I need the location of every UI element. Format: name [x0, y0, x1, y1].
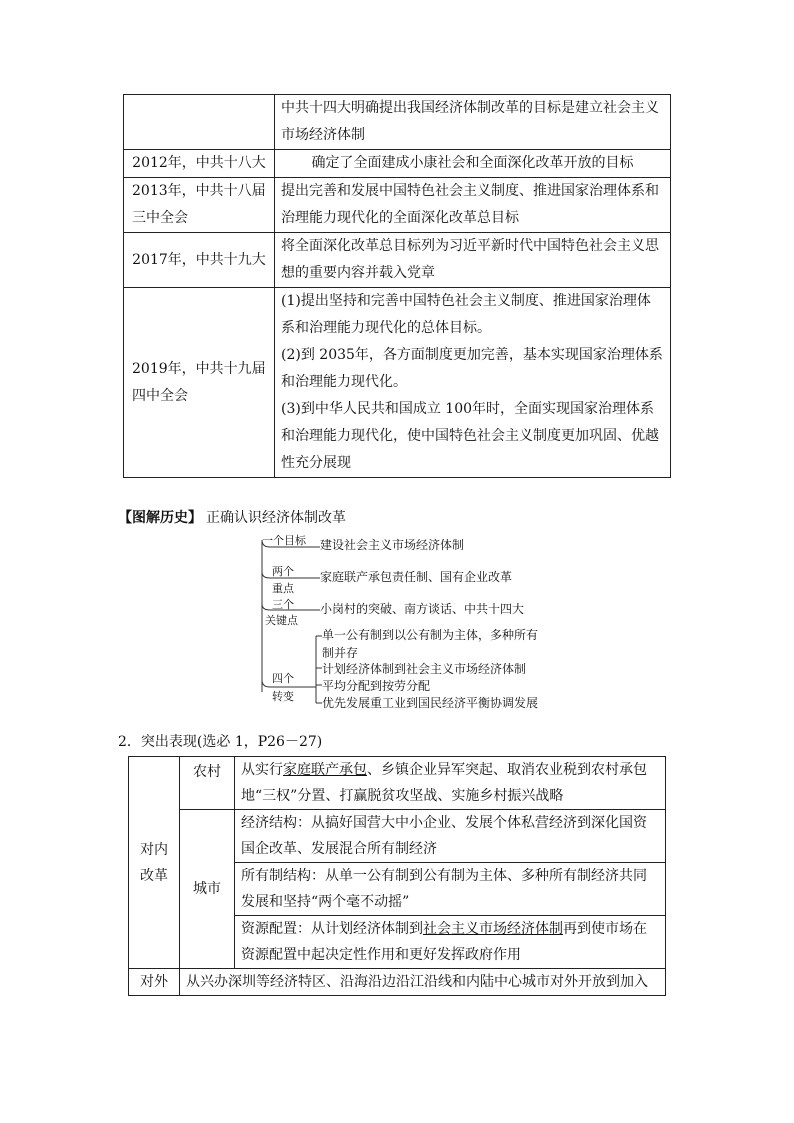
table-row: [129, 757, 666, 810]
subheading: 2．突出表现(选必 1，P26－27): [118, 734, 323, 750]
resource-allocation-cell: [235, 916, 666, 969]
diagram-text-goal: 建设社会主义市场经济体制: [320, 538, 465, 552]
diagram-label-goal: 一个目标: [262, 534, 306, 547]
diagram-text-key: 小岗村的突破、南方谈话、中共十四大: [320, 602, 525, 616]
table-row: [129, 810, 666, 863]
domestic-reform-cell: [129, 757, 180, 969]
section-title: 正确认识经济体制改革: [206, 510, 346, 526]
performance-table: [128, 756, 666, 996]
domestic-label: 对内: [140, 841, 168, 858]
rural-content-cell: [235, 757, 666, 810]
diagram-text-focus: 家庭联产承包责任制、国有企业改革: [320, 570, 513, 584]
timeline-year-cell: 2017年，中共十九大: [124, 233, 275, 288]
diagram-label-shift: 转变: [272, 690, 294, 703]
econ-structure-cell: 经济结构：从搞好国营大中小企业、发展个体私营经济到深化国资国企改革、发展混合所有制经济: [235, 810, 666, 863]
ownership-structure-cell: 所有制结构：从单一公有制到公有制为主体、多种所有制经济共同发展和坚持“两个毫不动摇”: [235, 863, 666, 916]
timeline-event-cell: 将全面深化改革总目标列为习近平新时代中国特色社会主义思想的重要内容并载入党章: [275, 233, 671, 288]
rural-text: 从实行: [241, 762, 283, 778]
resource-underline-text: 社会主义市场经济体制: [423, 921, 563, 937]
timeline-item: (1)提出坚持和完善中国特色社会主义制度、推进国家治理体系和治理能力现代化的总体目标。: [281, 293, 651, 336]
urban-label-cell: 城市: [180, 810, 235, 969]
diagram-label-focus: 重点: [272, 582, 294, 595]
timeline-item: (3)到中华人民共和国成立 100年时，全面实现国家治理体系和治理能力现代化，使中国特色社会主义制度更加巩固、优越性充分展现: [281, 401, 659, 471]
diagram-label-shift: 四个: [272, 672, 294, 685]
diagram-shift-item: 单一公有制到以公有制为主体，多种所有: [322, 628, 539, 642]
reform-concept-diagram: [250, 532, 570, 722]
diagram-label-focus: 两个: [272, 565, 294, 578]
timeline-year-cell: [124, 95, 275, 150]
rural-label-cell: 农村: [180, 757, 235, 810]
table-row: [124, 95, 671, 150]
timeline-event-cell: [275, 288, 671, 478]
foreign-content-cell: 从兴办深圳等经济特区、沿海沿边沿江沿线和内陆中心城市对外开放到加入: [180, 969, 666, 996]
table-row: [124, 233, 671, 288]
timeline-event-cell: 提出完善和发展中国特色社会主义制度、推进国家治理体系和治理能力现代化的全面深化改革总目标: [275, 178, 671, 233]
diagram-label-key: 三个: [272, 598, 294, 611]
table-row: [124, 150, 671, 178]
rural-underline-text: 家庭联产承包: [283, 762, 367, 778]
timeline-item: (2)到 2035年，各方面制度更加完善，基本实现国家治理体系和治理能力现代化。: [281, 347, 663, 390]
timeline-year-cell: 2013年，中共十八届三中全会: [124, 178, 275, 233]
rural-text: 、乡镇企业异军突起、取消农业税到农村承包地“三权”分置、打赢脱贫攻坚战、实施乡村振兴战略: [241, 762, 647, 804]
timeline-year-cell: 2012年，中共十八大: [124, 150, 275, 178]
diagram-shift-item: 优先发展重工业到国民经济平衡协调发展: [322, 696, 539, 710]
timeline-table: [123, 94, 671, 478]
table-row: [124, 178, 671, 233]
diagram-section-heading: [118, 507, 346, 527]
diagram-shift-item: 计划经济体制到社会主义市场经济体制: [322, 662, 527, 676]
timeline-event-cell: 中共十四大明确提出我国经济体制改革的目标是建立社会主义市场经济体制: [275, 95, 671, 150]
diagram-shift-item: 平均分配到按劳分配: [322, 679, 431, 693]
foreign-label-cell: 对外: [129, 969, 180, 996]
timeline-event-cell: 确定了全面建成小康社会和全面深化改革开放的目标: [275, 150, 671, 178]
table-row: [124, 288, 671, 478]
timeline-year-cell: 2019年，中共十九届四中全会: [124, 288, 275, 478]
diagram-label-key: 关键点: [265, 614, 298, 627]
domestic-label: 改革: [140, 867, 168, 884]
section-bracket-label: 【图解历史】: [118, 510, 202, 526]
resource-text: 资源配置：从计划经济体制到: [241, 921, 423, 937]
resource-text: 再到使市场在资源配置中起决定性作用和更好发挥政府作用: [241, 921, 647, 963]
table-row: [129, 969, 666, 996]
diagram-shift-item: 制并存: [322, 646, 359, 660]
